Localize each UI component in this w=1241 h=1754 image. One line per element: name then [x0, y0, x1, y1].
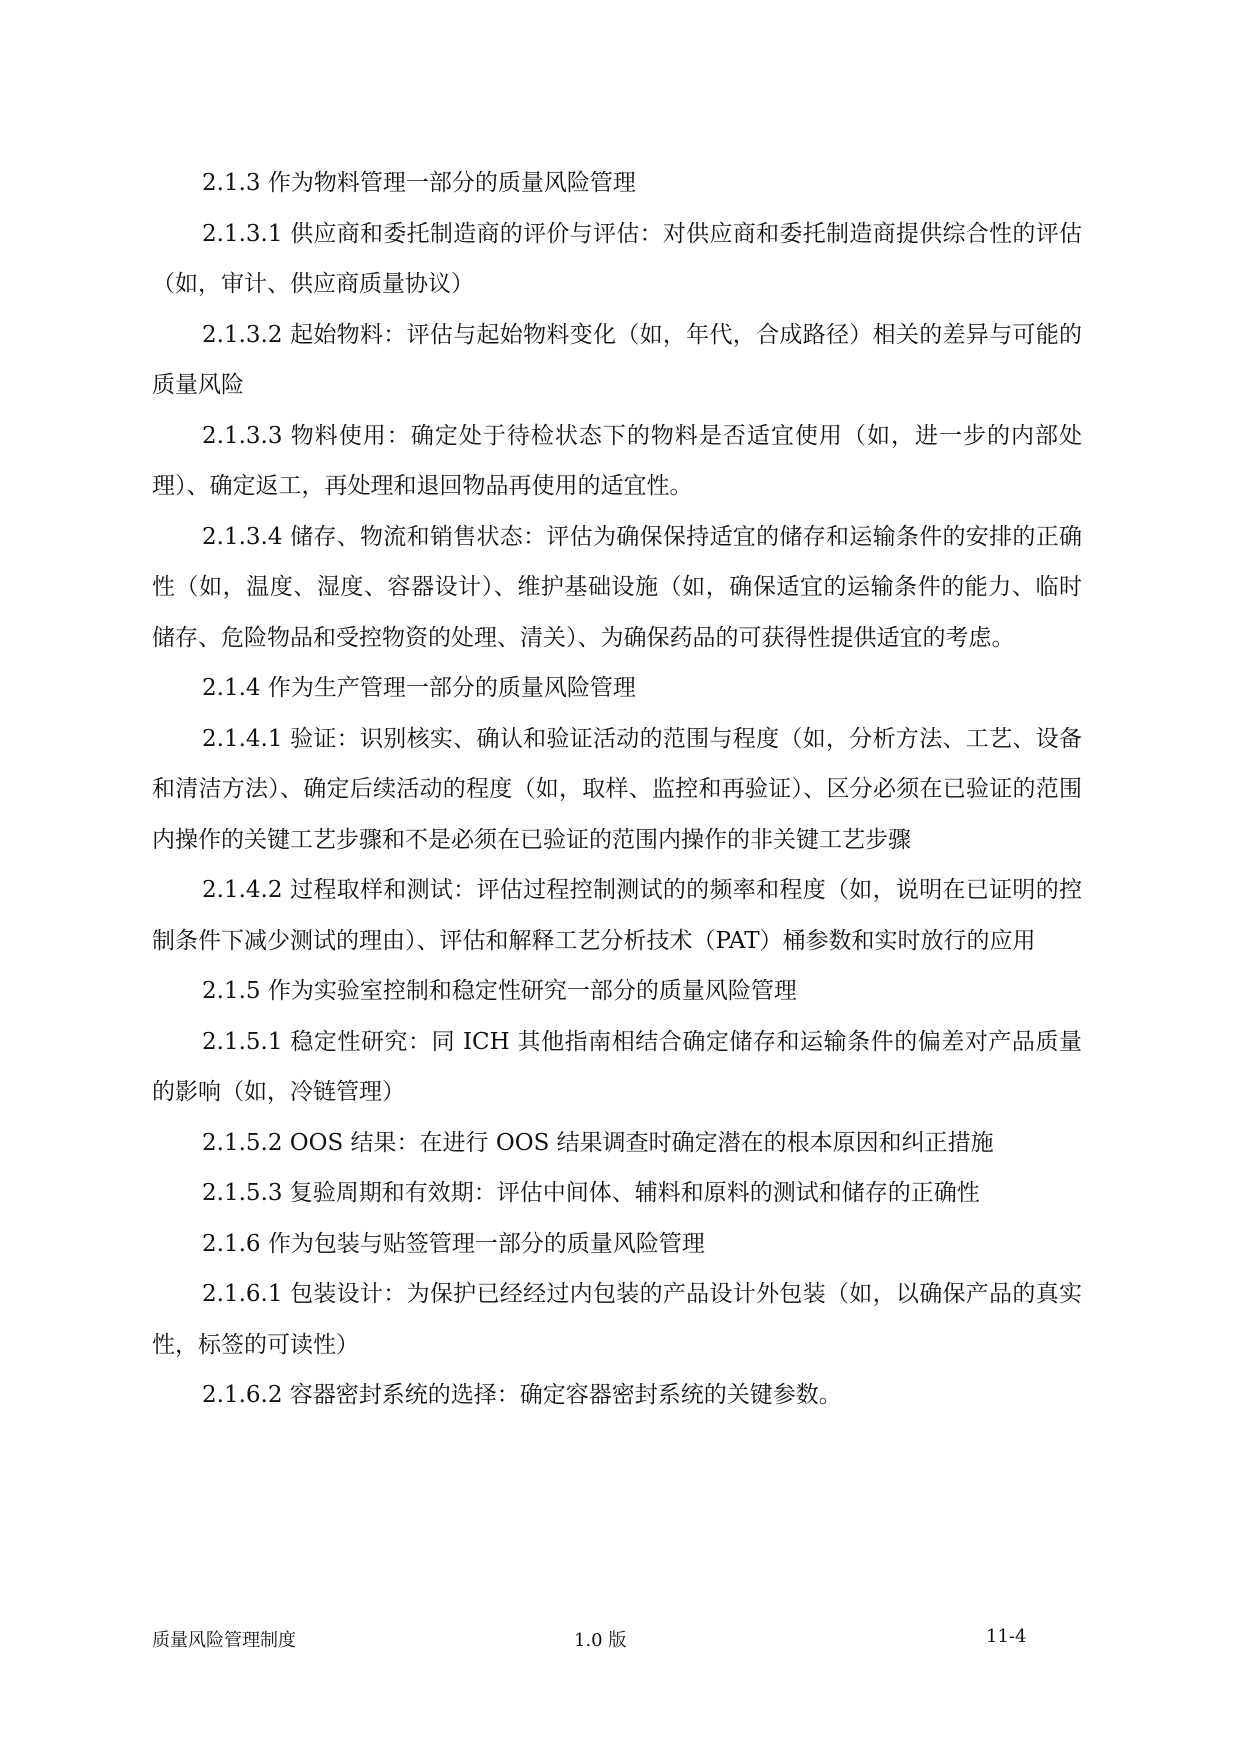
footer-version: 1.0 版	[574, 1630, 627, 1651]
paragraph-2-1-3-1: 2.1.3.1 供应商和委托制造商的评价与评估：对供应商和委托制造商提供综合性的评估（如，审计、供应商质量协议）	[152, 220, 1082, 297]
footer-document-title: 质量风险管理制度	[152, 1630, 296, 1651]
paragraph-2-1-3-3: 2.1.3.3 物料使用：确定处于待检状态下的物料是否适宜使用（如，进一步的内部处理）、确定返工，再处理和退回物品再使用的适宜性。	[152, 422, 1082, 499]
page-footer	[0, 1626, 1241, 1656]
paragraph-2-1-4-1: 2.1.4.1 验证：识别核实、确认和验证活动的范围与程度（如，分析方法、工艺、设备和清洁方法）、确定后续活动的程度（如，取样、监控和再验证）、区分必须在已验证的范围内操作的关键工艺步骤和不是必须在已验证的范围内操作的非关键工艺步骤	[152, 725, 1082, 853]
paragraph-2-1-6-2: 2.1.6.2 容器密封系统的选择：确定容器密封系统的关键参数。	[202, 1382, 842, 1408]
paragraph-2-1-5-2: 2.1.5.2 OOS 结果：在进行 OOS 结果调查时确定潜在的根本原因和纠正措施	[202, 1129, 994, 1156]
paragraph-2-1-5-1: 2.1.5.1 稳定性研究：同 ICH 其他指南相结合确定储存和运输条件的偏差对产品质量的影响（如，冷链管理）	[152, 1028, 1082, 1105]
section-heading-2-1-5: 2.1.5 作为实验室控制和稳定性研究一部分的质量风险管理	[202, 978, 797, 1004]
paragraph-2-1-3-4: 2.1.3.4 储存、物流和销售状态：评估为确保保持适宜的储存和运输条件的安排的正确性（如，温度、湿度、容器设计）、维护基础设施（如，确保适宜的运输条件的能力、临时储存、危险物品和受控物资的处理、清关）、为确保药品的可获得性提供适宜的考虑。	[152, 523, 1082, 651]
section-heading-2-1-4: 2.1.4 作为生产管理一部分的质量风险管理	[202, 675, 636, 701]
paragraph-2-1-6-1: 2.1.6.1 包装设计：为保护已经经过内包装的产品设计外包装（如，以确保产品的真实性，标签的可读性）	[152, 1281, 1082, 1358]
section-heading-2-1-3: 2.1.3 作为物料管理一部分的质量风险管理	[202, 170, 636, 196]
paragraph-2-1-4-2: 2.1.4.2 过程取样和测试：评估过程控制测试的的频率和程度（如，说明在已证明的控制条件下减少测试的理由）、评估和解释工艺分析技术（PAT）桶参数和实时放行的应用	[152, 877, 1082, 954]
footer-page-number: 11-4	[986, 1626, 1027, 1647]
paragraph-2-1-3-2: 2.1.3.2 起始物料：评估与起始物料变化（如，年代，合成路径）相关的差异与可能的质量风险	[152, 321, 1082, 398]
document-body	[152, 158, 1082, 1421]
paragraph-2-1-5-3: 2.1.5.3 复验周期和有效期：评估中间体、辅料和原料的测试和储存的正确性	[202, 1180, 980, 1206]
section-heading-2-1-6: 2.1.6 作为包装与贴签管理一部分的质量风险管理	[202, 1230, 705, 1257]
